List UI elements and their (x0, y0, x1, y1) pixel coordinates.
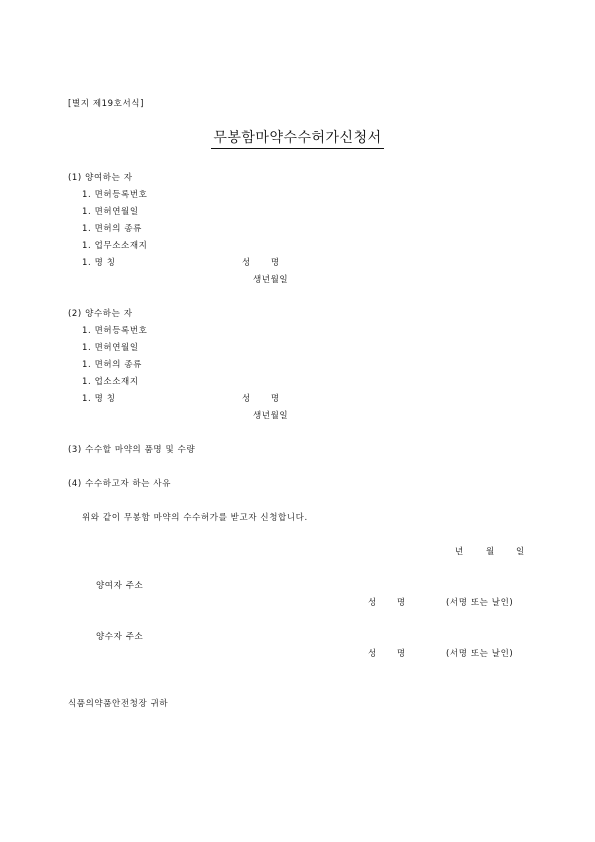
transferee-address-label: 양수자 주소 (96, 632, 144, 642)
section-transferee-heading: (2) 양수하는 자 (68, 309, 133, 319)
transferor-license-date: 1. 면허연월일 (82, 207, 139, 217)
transferee-seal-label: (서명 또는 날인) (446, 649, 514, 659)
transferee-sign-name-label: 성 명 (368, 649, 415, 659)
transferor-name-label: 성 명 (242, 258, 289, 268)
transferor-birth-label: 생년월일 (253, 275, 289, 285)
transferor-license-number: 1. 면허등록번호 (82, 190, 148, 200)
section-drug-name-quantity: (3) 수수할 마약의 품명 및 수량 (68, 445, 196, 455)
transferee-name-label: 성 명 (242, 394, 289, 404)
section-transferor-heading: (1) 양여하는 자 (68, 173, 133, 183)
transferee-license-date: 1. 면허연월일 (82, 343, 139, 353)
date-year: 년 (455, 547, 464, 557)
transferor-address-label: 양여자 주소 (96, 581, 144, 591)
transferor-business-name: 1. 명 칭 (82, 258, 116, 268)
date-month: 월 (486, 547, 495, 557)
transferee-license-number: 1. 면허등록번호 (82, 326, 148, 336)
transferor-license-type: 1. 면허의 종류 (82, 224, 142, 234)
addressee: 식품의약품안전청장 귀하 (68, 699, 169, 709)
transferor-sign-name-label: 성 명 (368, 598, 415, 608)
document-title (0, 129, 595, 149)
transferor-office-location: 1. 업무소소재지 (82, 241, 148, 251)
document-title-text: 무봉함마약수수허가신청서 (211, 129, 383, 149)
application-statement: 위와 같이 무봉함 마약의 수수허가를 받고자 신청합니다. (82, 513, 308, 523)
transferee-business-name: 1. 명 칭 (82, 394, 116, 404)
date-day: 일 (516, 547, 525, 557)
form-label: [별지 제19호서식] (68, 99, 145, 109)
transferor-seal-label: (서명 또는 날인) (446, 598, 514, 608)
transferee-office-location: 1. 업소소재지 (82, 377, 139, 387)
transferee-birth-label: 생년월일 (253, 411, 289, 421)
transferee-license-type: 1. 면허의 종류 (82, 360, 142, 370)
section-transfer-reason: (4) 수수하고자 하는 사유 (68, 479, 172, 489)
